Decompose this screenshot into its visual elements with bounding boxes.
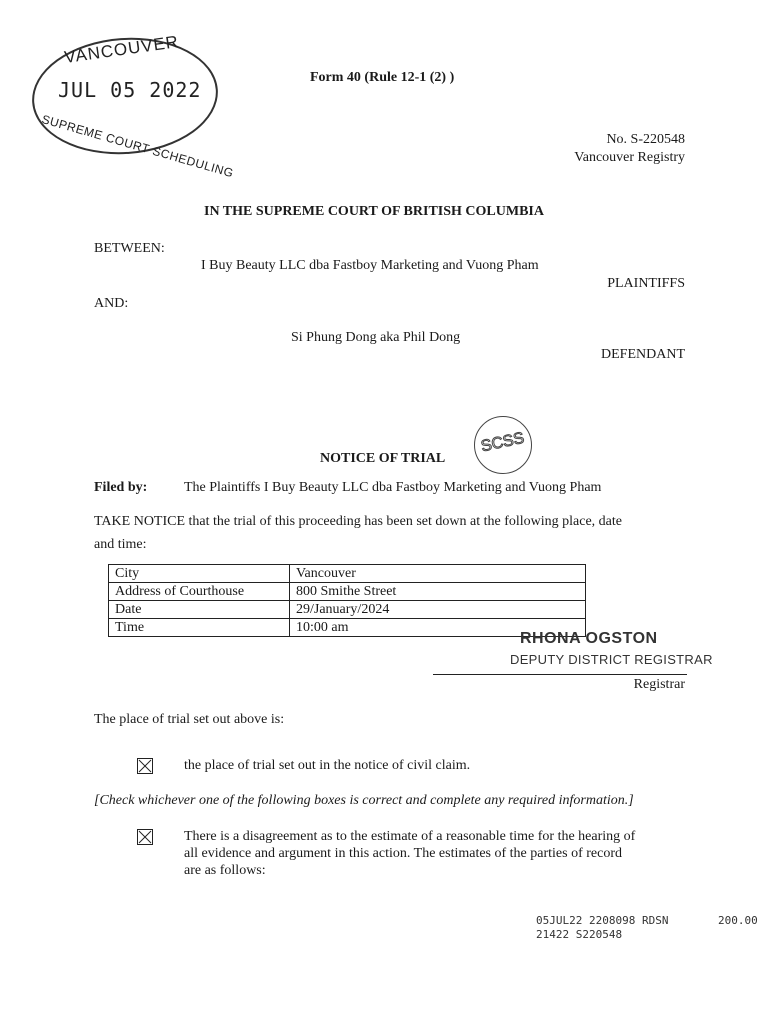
checked-x-icon bbox=[138, 759, 152, 773]
place-of-trial-intro: The place of trial set out above is: bbox=[94, 712, 285, 727]
court-heading: IN THE SUPREME COURT OF BRITISH COLUMBIA bbox=[204, 204, 544, 219]
table-cell-label: Date bbox=[109, 601, 290, 619]
option-2-line-2: all evidence and argument in this action. The estimates of the parties of record bbox=[184, 846, 622, 861]
stamp-top-text: VANCOUVER bbox=[63, 32, 181, 67]
receipt-line-2: 21422 S220548 bbox=[536, 928, 623, 941]
table-cell-value: Vancouver bbox=[290, 565, 586, 583]
filed-by-value: The Plaintiffs I Buy Beauty LLC dba Fastboy Marketing and Vuong Pham bbox=[184, 480, 602, 495]
disagreement-checkbox[interactable] bbox=[137, 829, 153, 845]
checked-x-icon bbox=[138, 830, 152, 844]
notice-line-1: TAKE NOTICE that the trial of this proceeding has been set down at the following place, date bbox=[94, 514, 623, 529]
registrar-name-stamp: RHONA OGSTON bbox=[520, 630, 658, 647]
table-row bbox=[109, 619, 586, 637]
table-cell-value: 29/January/2024 bbox=[290, 601, 586, 619]
notice-title: NOTICE OF TRIAL bbox=[320, 451, 446, 466]
receipt-amount: 200.00 bbox=[718, 914, 758, 927]
table-cell-value: 800 Smithe Street bbox=[290, 583, 586, 601]
stamp-date: JUL 05 2022 bbox=[58, 78, 202, 102]
defendant-name: Si Phung Dong aka Phil Dong bbox=[291, 330, 461, 345]
check-instruction: [Check whichever one of the following boxes is correct and complete any required information.] bbox=[94, 793, 634, 808]
table-cell-label: Address of Courthouse bbox=[109, 583, 290, 601]
receipt-line-1: 05JUL22 2208098 RDSN bbox=[536, 914, 669, 927]
form-title: Form 40 (Rule 12-1 (2) ) bbox=[310, 70, 455, 85]
plaintiffs-names: I Buy Beauty LLC dba Fastboy Marketing and Vuong Pham bbox=[201, 258, 539, 273]
table-cell-label: Time bbox=[109, 619, 290, 637]
registry: Vancouver Registry bbox=[574, 150, 685, 165]
table-row bbox=[109, 583, 586, 601]
stamp-bottom-text: SUPREME COURT SCHEDULING bbox=[40, 112, 236, 181]
table-cell-value: 10:00 am bbox=[290, 619, 586, 637]
option-2-line-3: are as follows: bbox=[184, 863, 266, 878]
place-of-trial-checkbox[interactable] bbox=[137, 758, 153, 774]
defendant-label: DEFENDANT bbox=[601, 347, 685, 362]
signature-line bbox=[433, 674, 687, 675]
table-row bbox=[109, 601, 586, 619]
table-cell-label: City bbox=[109, 565, 290, 583]
registrar-label: Registrar bbox=[633, 677, 685, 692]
case-number: No. S-220548 bbox=[606, 132, 685, 147]
option-2-text bbox=[184, 828, 686, 879]
option-1-text: the place of trial set out in the notice of civil claim. bbox=[184, 758, 471, 773]
plaintiffs-label: PLAINTIFFS bbox=[607, 276, 685, 291]
registrar-title-stamp: DEPUTY DISTRICT REGISTRAR bbox=[510, 652, 713, 667]
scss-seal: SCSS bbox=[474, 416, 532, 474]
notice-line-2: and time: bbox=[94, 537, 147, 552]
trial-details-table bbox=[108, 564, 586, 637]
filed-by-label: Filed by: bbox=[94, 480, 148, 495]
between-label: BETWEEN: bbox=[94, 241, 165, 256]
table-row bbox=[109, 565, 586, 583]
and-label: AND: bbox=[94, 296, 129, 311]
option-2-line-1: There is a disagreement as to the estimate of a reasonable time for the hearing of bbox=[184, 829, 636, 844]
